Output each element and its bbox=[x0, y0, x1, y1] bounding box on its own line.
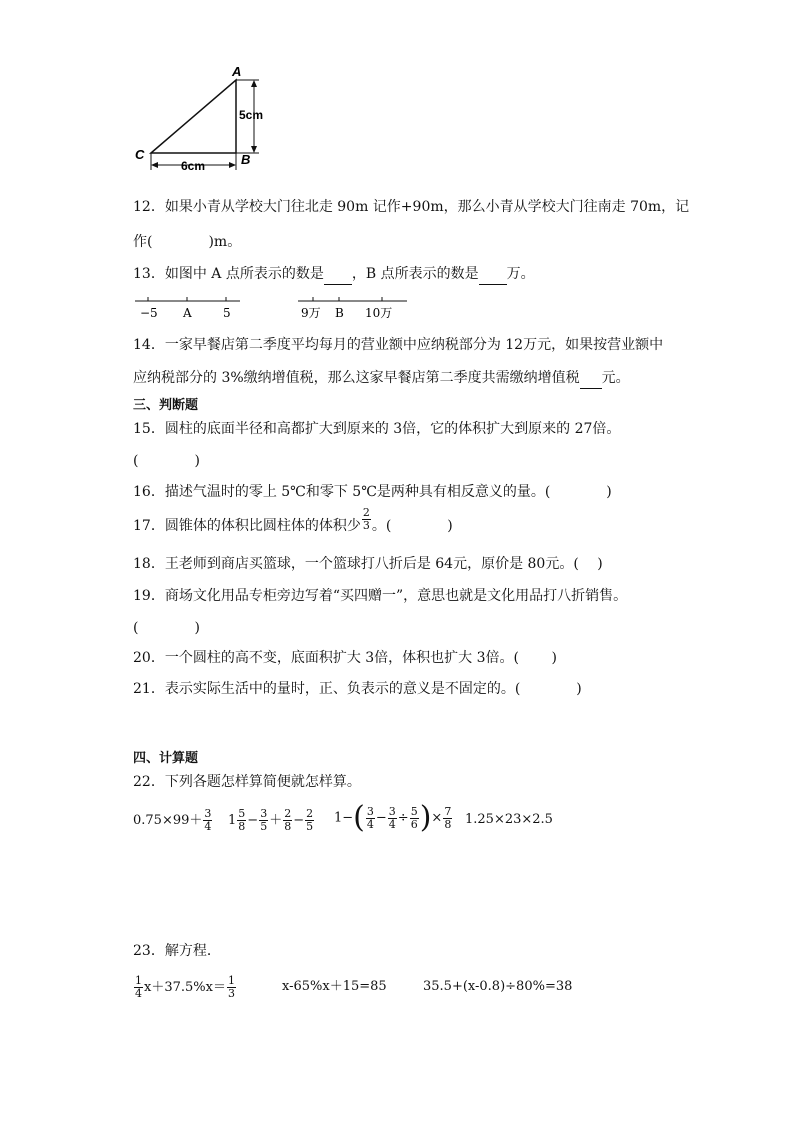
e3-frac-2: $\frac{3}{4}$ bbox=[388, 804, 396, 831]
q17-frac-d: 3 bbox=[362, 518, 370, 532]
q16-text: 16．描述气温时的零上 5℃和零下 5℃是两种具有相反意义的量。( ) bbox=[133, 484, 612, 500]
q13-text-start: 13．如图中 A 点所表示的数是 bbox=[133, 266, 324, 282]
q22-title: 22．下列各题怎样算简便就怎样算。 bbox=[133, 774, 361, 790]
e3-frac-3: $\frac{5}{6}$ bbox=[410, 804, 418, 831]
label-side-ab: 5cm bbox=[239, 108, 264, 122]
label-a: A bbox=[232, 64, 242, 79]
q14-blank bbox=[580, 368, 602, 389]
e2-frac-1: $\frac{5}{8}$ bbox=[238, 807, 246, 833]
cb-arrow-left bbox=[151, 162, 158, 168]
number-line-2 bbox=[295, 293, 415, 323]
q19-line1: 19．商场文化用品专柜旁边写着“买四赠一”，意思也就是文化用品打八折销售。 bbox=[133, 588, 628, 604]
q13-blank-a bbox=[324, 264, 352, 285]
q23-eq-2: x-65%x＋15=85 bbox=[282, 979, 387, 994]
label-side-cb: 6cm bbox=[181, 159, 206, 173]
q17-frac-n: 2 bbox=[362, 505, 370, 519]
e2-frac-3: $\frac{2}{8}$ bbox=[284, 807, 292, 833]
nl1-label-1: A bbox=[183, 306, 192, 320]
section-4-title: 四、计算题 bbox=[133, 751, 199, 766]
q15-line1: 15．圆柱的底面半径和高都扩大到原来的 3倍，它的体积扩大到原来的 27倍。 bbox=[133, 421, 621, 437]
e3-paren-close: ) bbox=[419, 800, 432, 835]
q17-fraction bbox=[362, 507, 371, 532]
ab-arrow-bottom bbox=[251, 146, 257, 153]
q21-text: 21．表示实际生活中的量时，正、负表示的意义是不固定的。( ) bbox=[133, 681, 582, 697]
q13-text bbox=[133, 264, 535, 285]
q14-line2-start: 应纳税部分的 3%缴纳增值税，那么这家早餐店第二季度共需缴纳增值税 bbox=[133, 370, 580, 386]
e3-frac-1: $\frac{3}{4}$ bbox=[366, 804, 374, 831]
e2-whole: 1 bbox=[228, 813, 237, 828]
e3-op1: − bbox=[375, 810, 387, 826]
number-line-1 bbox=[130, 293, 250, 323]
q14-line2 bbox=[133, 368, 630, 389]
q13-text-mid: ，B 点所表示的数是 bbox=[351, 266, 479, 282]
q22-expr-4: 1.25×23×2.5 bbox=[465, 812, 553, 827]
q12-line2: 作( )m。 bbox=[133, 234, 242, 250]
label-b: B bbox=[241, 152, 251, 167]
q18-text: 18．王老师到商店买篮球，一个篮球打八折后是 64元，原价是 80元。( ) bbox=[133, 556, 603, 572]
label-c: C bbox=[135, 147, 145, 162]
q13-text-end: 万。 bbox=[506, 266, 535, 282]
nl2-label-2: 10万 bbox=[365, 306, 393, 320]
q17-text bbox=[133, 505, 453, 536]
q23-eq-3: 35.5+(x-0.8)÷80%=38 bbox=[423, 979, 573, 994]
triangle-shape bbox=[151, 80, 236, 153]
q22-expr-1 bbox=[133, 808, 213, 833]
q12-line1: 12．如果小青从学校大门往北走 90m 记作+90m，那么小青从学校大门往南走 70m，记 bbox=[133, 199, 690, 215]
q15-line2: ( ) bbox=[133, 453, 200, 469]
e1-frac: $\frac{3}{4}$ bbox=[204, 807, 212, 833]
e2-frac-2: $\frac{3}{5}$ bbox=[260, 807, 268, 833]
eq1-frac-1: $\frac{1}{4}$ bbox=[135, 974, 142, 1000]
nl2-label-0: 9万 bbox=[301, 306, 321, 320]
q22-expr-2 bbox=[228, 808, 315, 833]
q14-line2-end: 元。 bbox=[601, 370, 630, 386]
eq1-frac-2: $\frac{1}{3}$ bbox=[227, 974, 235, 1000]
cb-arrow-right bbox=[229, 162, 236, 168]
nl2-label-1: B bbox=[335, 306, 344, 320]
q14-line1: 14．一家早餐店第二季度平均每月的营业额中应纳税部分为 12万元，如果按营业额中 bbox=[133, 337, 664, 353]
q23-title: 23．解方程． bbox=[133, 943, 221, 959]
q19-line2: ( ) bbox=[133, 620, 200, 636]
eq1-mid: x＋37.5%x＝ bbox=[144, 980, 226, 995]
q13-blank-b bbox=[479, 264, 507, 285]
nl1-label-0: −5 bbox=[140, 306, 158, 320]
e3-frac-4: $\frac{7}{8}$ bbox=[444, 804, 452, 831]
e1-lead: 0.75×99＋ bbox=[133, 813, 203, 828]
triangle-figure bbox=[125, 62, 275, 177]
e2-op2: ＋ bbox=[269, 813, 283, 828]
q20-text: 20．一个圆柱的高不变，底面积扩大 3倍，体积也扩大 3倍。( ) bbox=[133, 650, 557, 666]
e2-frac-4: $\frac{2}{5}$ bbox=[306, 807, 314, 833]
q23-eq-1 bbox=[133, 975, 237, 1000]
nl1-label-2: 5 bbox=[223, 306, 231, 320]
e3-paren-open: ( bbox=[353, 800, 365, 835]
q17-text-start: 17．圆锥体的体积比圆柱体的体积少 bbox=[133, 518, 361, 534]
e2-op1: − bbox=[247, 813, 259, 828]
q17-text-end: 。( ) bbox=[371, 518, 453, 534]
q22-expr-3 bbox=[334, 800, 453, 835]
e2-op3: − bbox=[293, 813, 305, 828]
e3-times: × bbox=[431, 810, 443, 826]
e3-op2: ÷ bbox=[397, 810, 409, 826]
e3-lead: 1− bbox=[334, 810, 354, 826]
ab-arrow-top bbox=[251, 80, 257, 87]
section-3-title: 三、判断题 bbox=[133, 398, 199, 413]
